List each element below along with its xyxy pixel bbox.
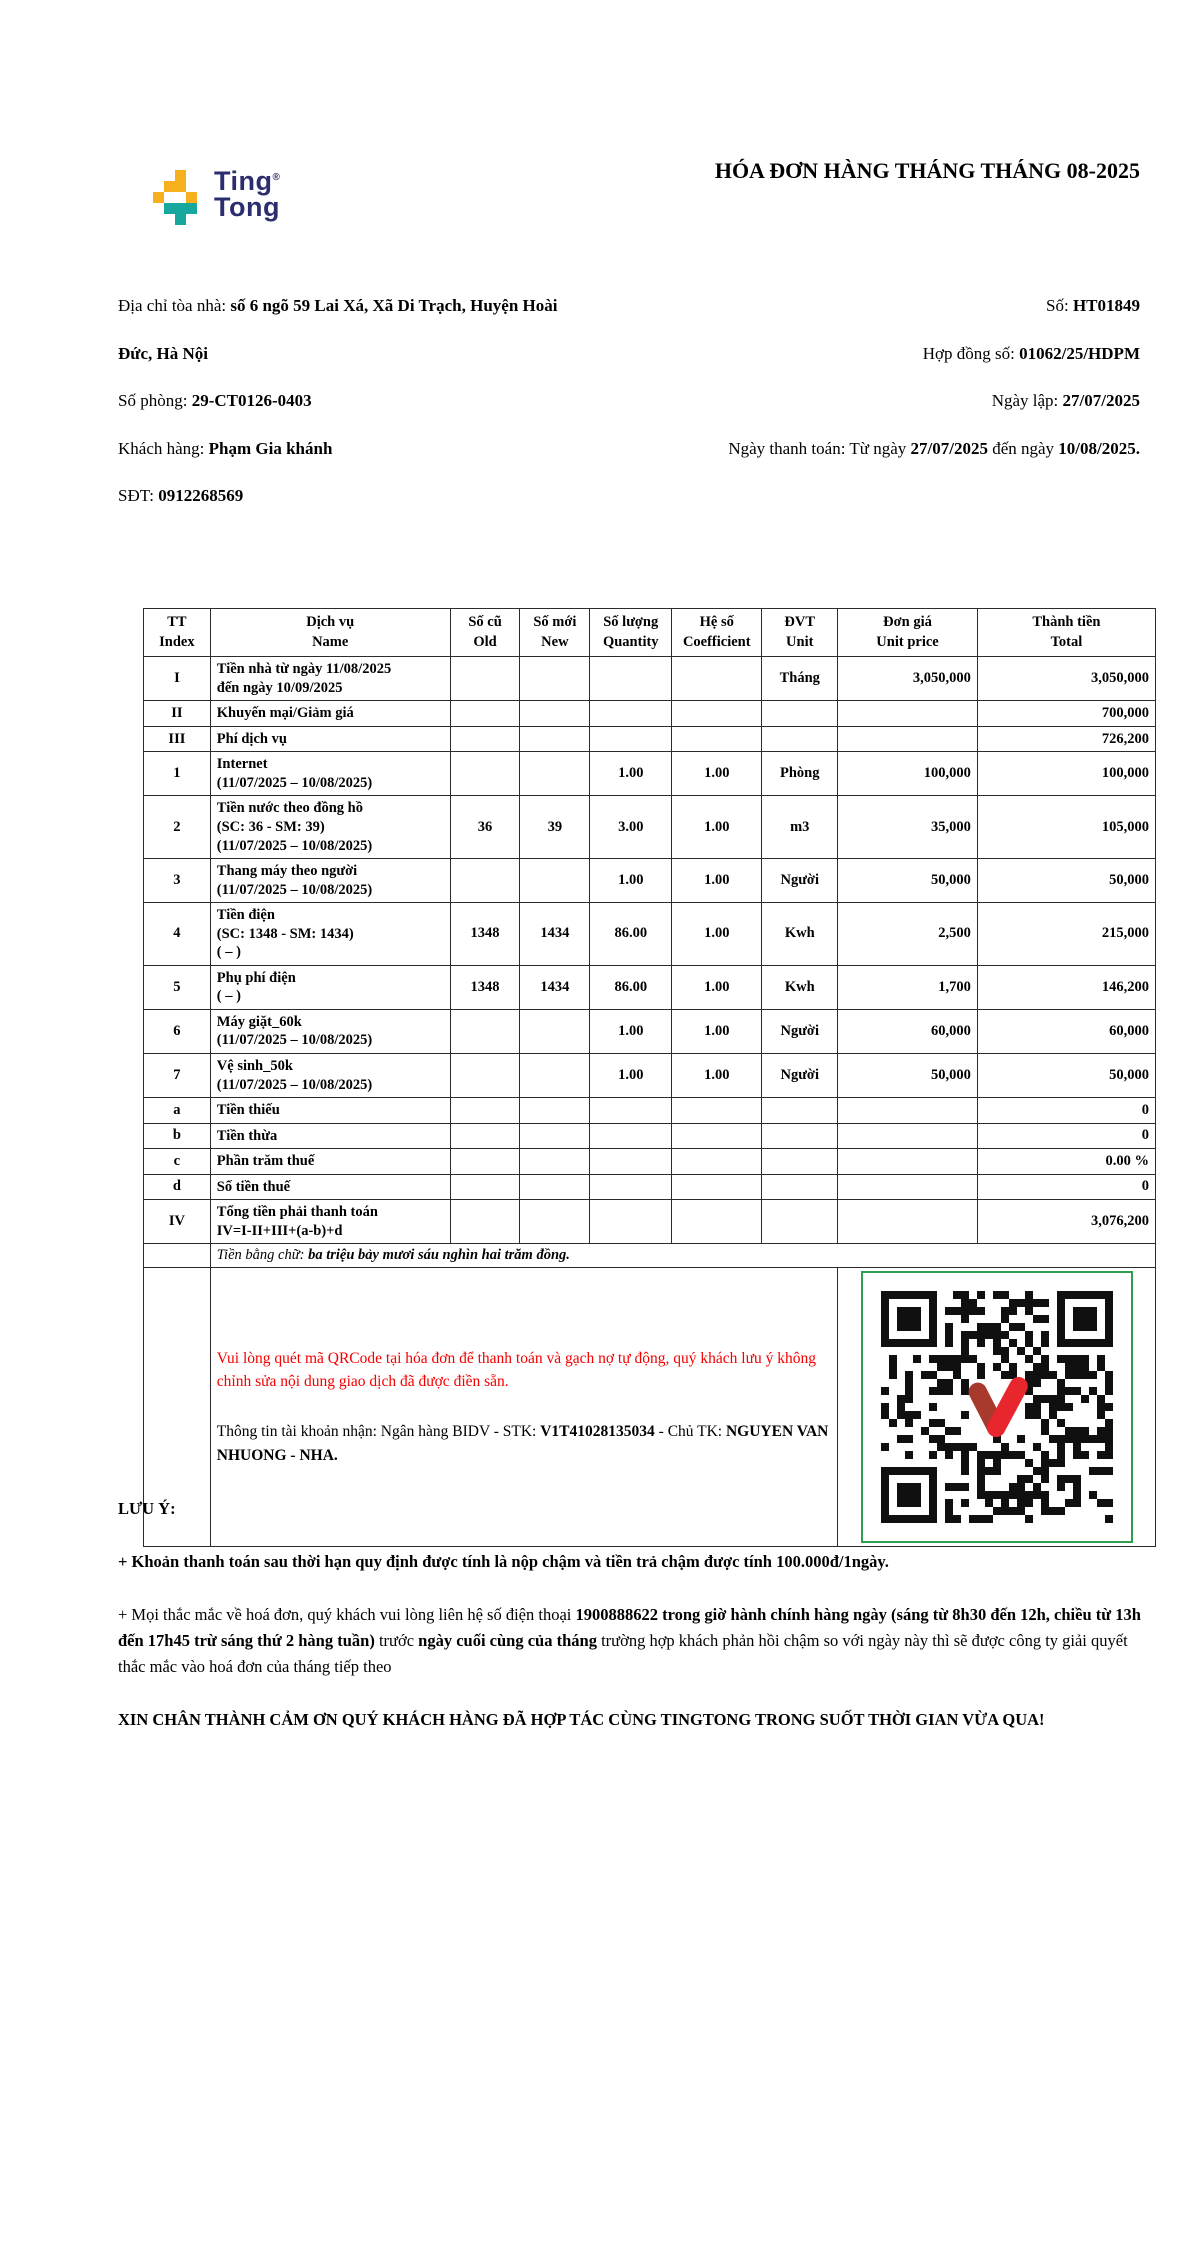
charge-row — [144, 701, 1156, 727]
cell-total: 100,000 — [977, 752, 1155, 796]
thank-you-note: XIN CHÂN THÀNH CẢM ƠN QUÝ KHÁCH HÀNG ĐÃ HỢP TÁC CÙNG TINGTONG TRONG SUỐT THỜI GIAN VỪA QUA! — [118, 1710, 1045, 1729]
info-line: SĐT: 0912268569 — [118, 486, 244, 505]
cell-total: 50,000 — [977, 1053, 1155, 1097]
cell-total: 3,050,000 — [977, 657, 1155, 701]
table-header-row — [144, 609, 1156, 657]
cell-price — [838, 1200, 978, 1244]
cell-coef: 1.00 — [672, 903, 762, 966]
cell-new — [520, 1009, 590, 1053]
cell-qty — [590, 1123, 672, 1149]
cell-index: 1 — [144, 752, 211, 796]
cell-unit — [762, 1123, 838, 1149]
cell-coef — [672, 1149, 762, 1175]
cell-name: Tiền thừa — [210, 1123, 450, 1149]
cell-new — [520, 657, 590, 701]
cell-total: 0 — [977, 1174, 1155, 1200]
amount-in-words: Tiền bằng chữ: ba triệu bảy mươi sáu nghìn hai trăm đồng. — [210, 1244, 1155, 1268]
cell-old: 36 — [450, 796, 520, 859]
cell-old — [450, 657, 520, 701]
cell-index: II — [144, 701, 211, 727]
cell-total: 726,200 — [977, 726, 1155, 752]
tingtong-logo — [153, 168, 280, 225]
notes-heading: LƯU Ý: — [118, 1499, 176, 1518]
column-header: ĐVT Unit — [762, 609, 838, 657]
cell-name: Internet (11/07/2025 – 10/08/2025) — [210, 752, 450, 796]
info-line: Khách hàng: Phạm Gia khánh — [118, 438, 333, 458]
charge-row — [144, 657, 1156, 701]
cell-qty: 86.00 — [590, 965, 672, 1009]
cell-qty — [590, 701, 672, 727]
cell-total: 105,000 — [977, 796, 1155, 859]
column-header: Đơn giá Unit price — [838, 609, 978, 657]
cell-coef — [672, 1098, 762, 1124]
cell-old — [450, 1098, 520, 1124]
cell-index: d — [144, 1174, 211, 1200]
cell-name: Tổng tiền phải thanh toán IV=I-II+III+(a-b)+d — [210, 1200, 450, 1244]
cell-unit: m3 — [762, 796, 838, 859]
cell-index: a — [144, 1098, 211, 1124]
charge-row — [144, 1149, 1156, 1175]
cell-new — [520, 1149, 590, 1175]
cell-total: 0.00 % — [977, 1149, 1155, 1175]
cell-new: 1434 — [520, 903, 590, 966]
charge-row — [144, 1098, 1156, 1124]
cell-total: 50,000 — [977, 859, 1155, 903]
cell-coef: 1.00 — [672, 752, 762, 796]
cell-old — [450, 1009, 520, 1053]
cell-index: 7 — [144, 1053, 211, 1097]
cell-old — [450, 1200, 520, 1244]
column-header: Số cũ Old — [450, 609, 520, 657]
cell-total: 60,000 — [977, 1009, 1155, 1053]
cell-coef: 1.00 — [672, 1053, 762, 1097]
cell-coef — [672, 701, 762, 727]
cell-new — [520, 726, 590, 752]
cell-price — [838, 701, 978, 727]
cell-new — [520, 859, 590, 903]
cell-price — [838, 726, 978, 752]
tingtong-pixel-arrow-icon — [153, 170, 197, 225]
cell-price: 50,000 — [838, 859, 978, 903]
cell-index: 2 — [144, 796, 211, 859]
cell-price: 35,000 — [838, 796, 978, 859]
charge-row — [144, 1053, 1156, 1097]
cell-price: 50,000 — [838, 1053, 978, 1097]
cell-qty: 1.00 — [590, 1009, 672, 1053]
cell-qty — [590, 1149, 672, 1175]
cell-name: Số tiền thuế — [210, 1174, 450, 1200]
info-line: Ngày lập: 27/07/2025 — [991, 391, 1140, 410]
cell-index: 5 — [144, 965, 211, 1009]
bank-account-info: Thông tin tài khoản nhận: Ngân hàng BIDV - STK: V1T41028135034 - Chủ TK: NGUYEN VAN NHUONG - NHA. — [216, 1422, 829, 1464]
cell-new — [520, 1200, 590, 1244]
cell-price — [838, 1123, 978, 1149]
cell-total: 0 — [977, 1098, 1155, 1124]
invoice-meta-block — [665, 282, 1140, 472]
late-payment-note: + Khoản thanh toán sau thời hạn quy định được tính là nộp chậm và tiền trả chậm được tính 100.000đ/1ngày. — [118, 1552, 889, 1571]
qr-scan-note: Vui lòng quét mã QRCode tại hóa đơn để thanh toán và gạch nợ tự động, quý khách lưu ý không chỉnh sửa nội dung giao dịch đã được điền sẵn. — [216, 1350, 816, 1391]
cell-price — [838, 1149, 978, 1175]
cell-qty — [590, 1174, 672, 1200]
cell-new — [520, 1053, 590, 1097]
cell-qty — [590, 657, 672, 701]
cell-new — [520, 1098, 590, 1124]
charge-row — [144, 1200, 1156, 1244]
building-info-block — [118, 282, 583, 520]
charge-row — [144, 796, 1156, 859]
cell-price: 60,000 — [838, 1009, 978, 1053]
cell-new: 1434 — [520, 965, 590, 1009]
cell-new: 39 — [520, 796, 590, 859]
cell-old — [450, 701, 520, 727]
charge-row — [144, 1174, 1156, 1200]
cell-name: Tiền nước theo đồng hồ (SC: 36 - SM: 39) (11/07/2025 – 10/08/2025) — [210, 796, 450, 859]
charge-row — [144, 859, 1156, 903]
cell-name: Vệ sinh_50k (11/07/2025 – 10/08/2025) — [210, 1053, 450, 1097]
charge-row — [144, 903, 1156, 966]
cell-qty — [590, 726, 672, 752]
cell-unit: Tháng — [762, 657, 838, 701]
cell-qty: 3.00 — [590, 796, 672, 859]
column-header: Số lượng Quantity — [590, 609, 672, 657]
info-line: Số: HT01849 — [1046, 296, 1140, 315]
cell-price: 3,050,000 — [838, 657, 978, 701]
column-header: Hệ số Coefficient — [672, 609, 762, 657]
cell-new — [520, 1123, 590, 1149]
cell-price: 2,500 — [838, 903, 978, 966]
cell-qty: 1.00 — [590, 859, 672, 903]
info-line: Hợp đồng số: 01062/25/HDPM — [922, 343, 1140, 363]
cell-name: Tiền điện (SC: 1348 - SM: 1434) ( – ) — [210, 903, 450, 966]
cell-unit: Người — [762, 1009, 838, 1053]
cell-qty: 1.00 — [590, 752, 672, 796]
amount-in-words-row — [144, 1244, 1156, 1268]
cell-old — [450, 752, 520, 796]
cell-name: Khuyến mại/Giảm giá — [210, 701, 450, 727]
cell-total: 3,076,200 — [977, 1200, 1155, 1244]
cell-unit — [762, 701, 838, 727]
cell-coef — [672, 657, 762, 701]
cell-total: 146,200 — [977, 965, 1155, 1009]
cell-name: Thang máy theo người (11/07/2025 – 10/08/2025) — [210, 859, 450, 903]
cell-coef — [672, 1123, 762, 1149]
cell-qty — [590, 1098, 672, 1124]
hotline-note: + Mọi thắc mắc về hoá đơn, quý khách vui lòng liên hệ số điện thoại 1900888622 trong giờ hành chính hàng ngày (sáng từ 8h30 đến 12h, chiều từ 13h đến 17h45 trừ sáng thứ 2 hàng tuần) trước ngày cuối cùng của tháng trường hợp khách phản hồi chậm so với ngày này thì sẽ được công ty giải quyết thắc mắc vào hoá đơn của tháng tiếp theo — [118, 1605, 1141, 1676]
charge-row — [144, 1123, 1156, 1149]
cell-name: Tiền thiếu — [210, 1098, 450, 1124]
cell-qty — [590, 1200, 672, 1244]
cell-price: 1,700 — [838, 965, 978, 1009]
charge-row — [144, 965, 1156, 1009]
cell-unit: Người — [762, 859, 838, 903]
cell-index: 3 — [144, 859, 211, 903]
cell-old — [450, 1174, 520, 1200]
cell-unit — [762, 726, 838, 752]
cell-unit — [762, 1200, 838, 1244]
cell-qty: 1.00 — [590, 1053, 672, 1097]
cell-name: Phí dịch vụ — [210, 726, 450, 752]
cell-index: I — [144, 657, 211, 701]
cell-coef — [672, 1174, 762, 1200]
cell-old — [450, 1149, 520, 1175]
cell-old — [450, 726, 520, 752]
cell-index: III — [144, 726, 211, 752]
cell-qty: 86.00 — [590, 903, 672, 966]
cell-old: 1348 — [450, 903, 520, 966]
cell-unit: Kwh — [762, 965, 838, 1009]
cell-new — [520, 701, 590, 727]
charge-row — [144, 726, 1156, 752]
cell-coef: 1.00 — [672, 965, 762, 1009]
cell-index: IV — [144, 1200, 211, 1244]
cell-price — [838, 1174, 978, 1200]
column-header: Thành tiền Total — [977, 609, 1155, 657]
cell-unit — [762, 1149, 838, 1175]
cell-index: b — [144, 1123, 211, 1149]
notes-section — [118, 1496, 1142, 1760]
tingtong-logo-text: Ting® Tong — [214, 166, 281, 223]
cell-price: 100,000 — [838, 752, 978, 796]
cell-coef: 1.00 — [672, 859, 762, 903]
column-header: TT Index — [144, 609, 211, 657]
cell-unit: Kwh — [762, 903, 838, 966]
cell-index: 6 — [144, 1009, 211, 1053]
cell-index: c — [144, 1149, 211, 1175]
cell-unit — [762, 1098, 838, 1124]
cell-unit: Phòng — [762, 752, 838, 796]
cell-name: Phụ phí điện ( – ) — [210, 965, 450, 1009]
registered-mark: ® — [272, 172, 281, 183]
cell-old — [450, 859, 520, 903]
cell-total: 700,000 — [977, 701, 1155, 727]
cell-total: 0 — [977, 1123, 1155, 1149]
invoice-title: HÓA ĐƠN HÀNG THÁNG THÁNG 08-2025 — [714, 158, 1140, 183]
cell-old — [450, 1123, 520, 1149]
cell-new — [520, 1174, 590, 1200]
cell-name: Tiền nhà từ ngày 11/08/2025 đến ngày 10/09/2025 — [210, 657, 450, 701]
cell-unit — [762, 1174, 838, 1200]
charges-table — [143, 608, 1156, 1547]
cell-price — [838, 1098, 978, 1124]
empty-cell — [144, 1244, 211, 1268]
cell-coef — [672, 1200, 762, 1244]
charge-row — [144, 752, 1156, 796]
cell-old — [450, 1053, 520, 1097]
cell-unit: Người — [762, 1053, 838, 1097]
cell-coef: 1.00 — [672, 796, 762, 859]
cell-index: 4 — [144, 903, 211, 966]
cell-total: 215,000 — [977, 903, 1155, 966]
cell-coef — [672, 726, 762, 752]
charge-row — [144, 1009, 1156, 1053]
column-header: Số mới New — [520, 609, 590, 657]
info-line: Địa chỉ tòa nhà: số 6 ngõ 59 Lai Xá, Xã Di Trạch, Huyện Hoài Đức, Hà Nội — [118, 296, 558, 363]
info-line: Số phòng: 29-CT0126-0403 — [118, 391, 312, 410]
column-header: Dịch vụ Name — [210, 609, 450, 657]
info-line: Ngày thanh toán: Từ ngày 27/07/2025 đến ngày 10/08/2025. — [728, 438, 1140, 458]
cell-new — [520, 752, 590, 796]
cell-name: Máy giặt_60k (11/07/2025 – 10/08/2025) — [210, 1009, 450, 1053]
cell-old: 1348 — [450, 965, 520, 1009]
cell-coef: 1.00 — [672, 1009, 762, 1053]
cell-name: Phần trăm thuế — [210, 1149, 450, 1175]
